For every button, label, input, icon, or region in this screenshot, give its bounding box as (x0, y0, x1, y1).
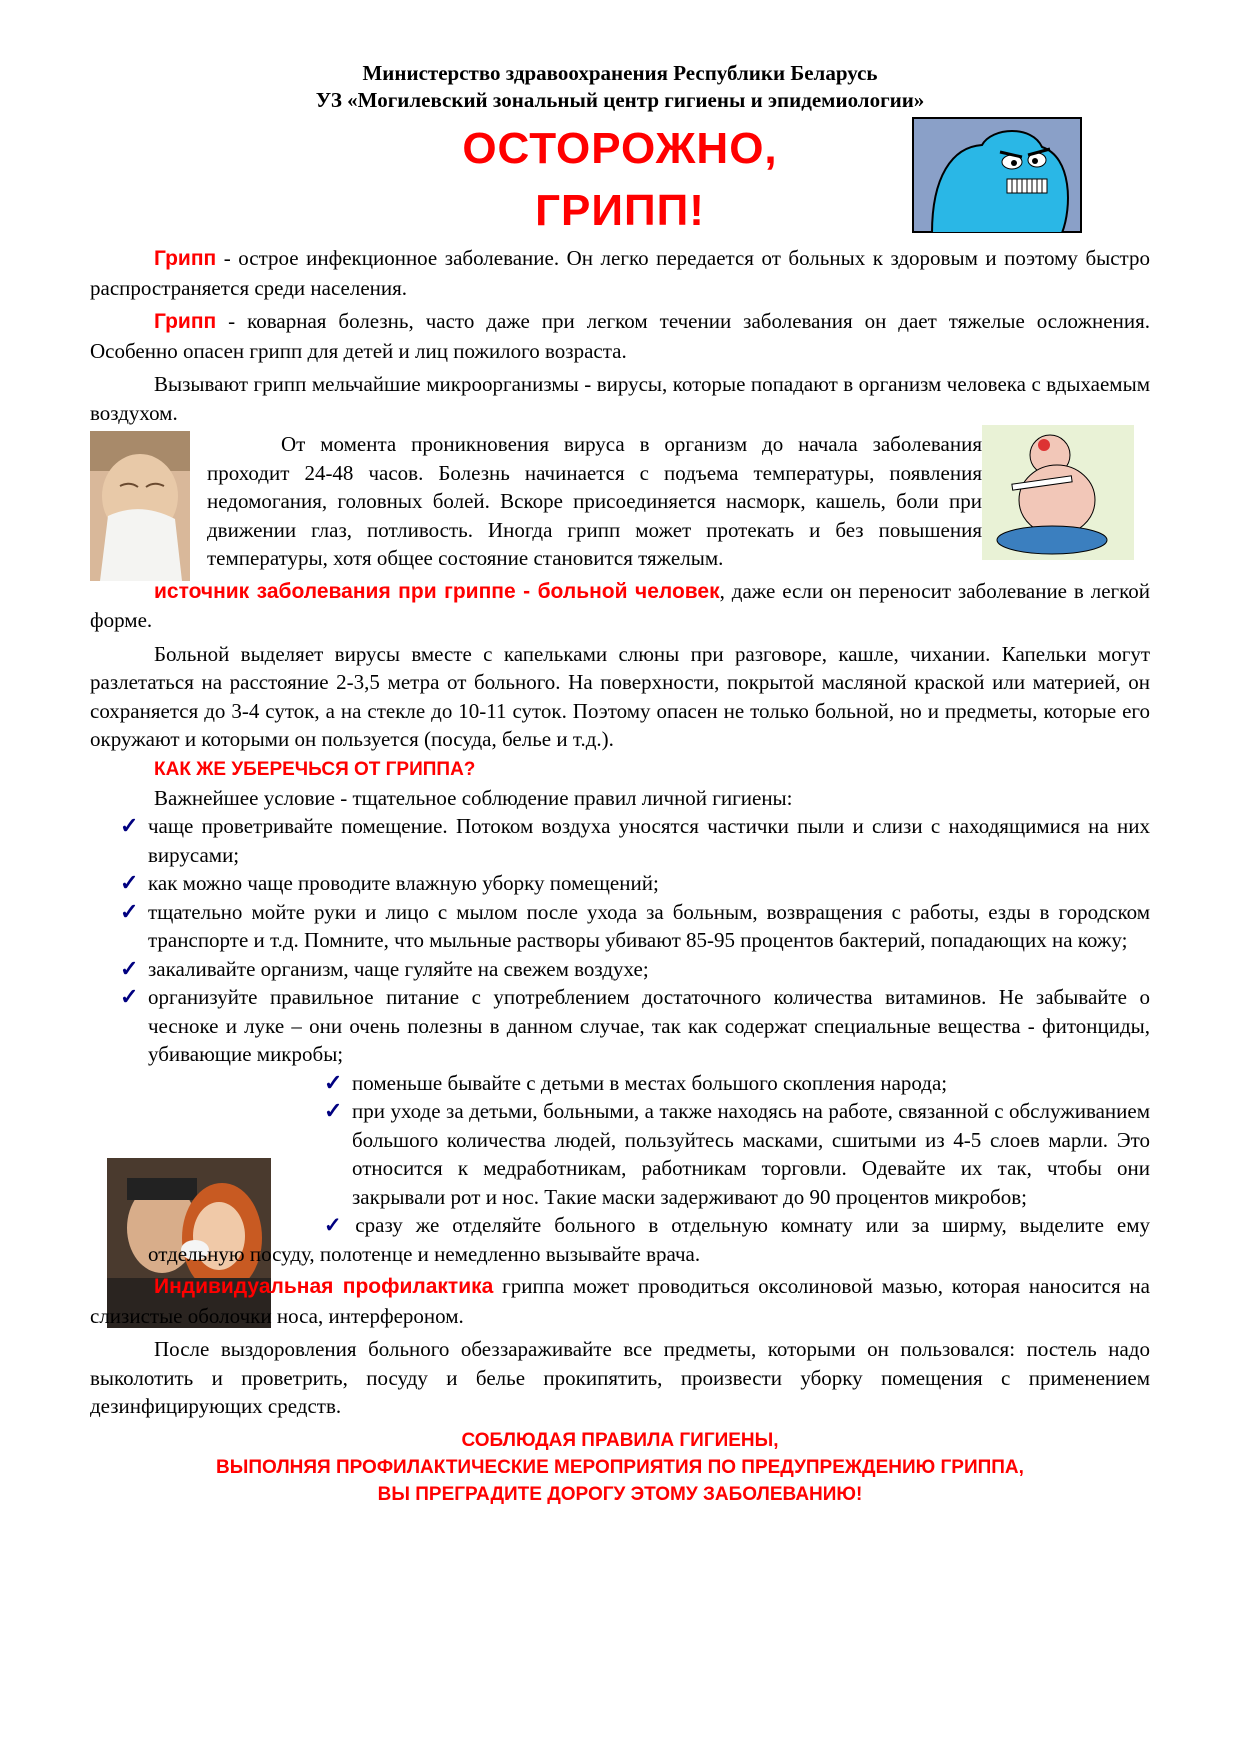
center-name: УЗ «Могилевский зональный центр гигиены и эпидемиологии» (315, 88, 925, 112)
checkmark-icon: ✓ (324, 1213, 350, 1237)
list-item: ✓ тщательно мойте руки и лицо с мылом после ухода за больным, возвращения с работы, езды в городском транспорте и т.д. Помните, что мыльные растворы убивают 85-95 процентов бактерий, попадающих на кожу; (120, 898, 1150, 952)
list-item: ✓ поменьше бывайте с детьми в местах большого скопления народа; (294, 1069, 1150, 1098)
paragraph-prevention: Индивидуальная профилактика гриппа может проводиться оксолиновой мазью, которая наносится на слизистые оболочки носа, интерфероном. (90, 1274, 1150, 1328)
list-item: ✓ чаще проветривайте помещение. Потоком воздуха уносятся частички пыли и слизи с находящимися на них вирусами; (120, 813, 1150, 867)
section-heading: КАК ЖЕ УБЕРЕЧЬСЯ ОТ ГРИППА? (154, 758, 476, 780)
paragraph-transmission: Больной выделяет вирусы вместе с капельками слюны при разговоре, кашле, чихании. Капельки могут разлетаться на расстояние 2-3,5 метра от больного. На поверхности, покрытой масляной краской или материей, он сохраняется до 3-4 суток, а на стекле до 10-11 суток. Поэтому опасен не только больной, но и предметы, которые его окружают и которыми он пользуется (посуда, белье и т.д.). (90, 641, 1150, 751)
title-line-2: ГРИПП! (535, 186, 705, 235)
list-item: ✓ закаливайте организм, чаще гуляйте на свежем воздухе; (90, 955, 1150, 984)
list-item: ✓ организуйте правильное питание с употреблением достаточного количества витаминов. Не забывайте о чесноке и луке – они очень полезны в данном случае, так как содержат специальные вещества - фитонциды, убивающие микробы; (120, 984, 1150, 1066)
paragraph-viruses: Вызывают грипп мельчайшие микроорганизмы - вирусы, которые попадают в организм человека с вдыхаемым воздухом. (90, 372, 1150, 425)
checkmark-icon: ✓ (120, 955, 139, 981)
paragraph-flu-definition: Грипп - острое инфекционное заболевание. Он легко передается от больных к здоровым и поэтому быстро распространяется среди населения. (90, 246, 1150, 300)
paragraph-incubation: От момента проникновения вируса в организм до начала заболевания проходит 24-48 часов. Болезнь начинается с подъема температуры, появления недомогания, головных болей. Вскоре присоединяется насморк, кашель, боли при движении глаз, потливость. Иногда грипп может протекать и без повышения температуры, хотя общее состояние становится тяжелым. (207, 432, 982, 570)
footer-line-1: СОБЛЮДАЯ ПРАВИЛА ГИГИЕНЫ, (461, 1429, 779, 1451)
checkmark-icon: ✓ (120, 870, 139, 895)
hygiene-intro: Важнейшее условие - тщательное соблюдение правил личной гигиены: (154, 785, 793, 810)
list-item-isolation: ✓ сразу же отделяйте больного в отдельную комнату или за ширму, выделите ему отдельную посуду, полотенце и немедленно вызывайте врача. (148, 1213, 1150, 1266)
checkmark-icon: ✓ (324, 1069, 343, 1095)
list-item: ✓ как можно чаще проводите влажную уборку помещений; (90, 869, 1150, 898)
list-item: ✓ при уходе за детьми, больными, а также находясь на работе, связанной с обслуживанием большого количества людей, пользуйтесь масками, сшитыми из 4-5 слоев марли. Это относится к медработникам, работникам торговли. Одевайте их так, чтобы они закрывали рот и нос. Такие маски задерживают до 90 процентов микробов; (324, 1098, 1150, 1209)
hygiene-checklist-2 (294, 1069, 1150, 1212)
term-flu: Грипп (154, 247, 217, 270)
title-line-1: ОСТОРОЖНО, (462, 124, 778, 173)
checkmark-icon: ✓ (120, 984, 139, 1009)
paragraph-flu-complications: Грипп - коварная болезнь, часто даже при легком течении заболевания он дает тяжелые осложнения. Особенно опасен грипп для детей и лиц пожилого возраста. (90, 309, 1150, 363)
checkmark-icon: ✓ (324, 1098, 343, 1123)
footer-line-2: ВЫПОЛНЯЯ ПРОФИЛАКТИЧЕСКИЕ МЕРОПРИЯТИЯ ПО ПРЕДУПРЕЖДЕНИЮ ГРИППА, (216, 1456, 1024, 1478)
paragraph-source: источник заболевания при гриппе - больной человек, даже если он переносит заболевание в легкой форме. (90, 578, 1151, 632)
checkmark-icon: ✓ (120, 813, 139, 838)
checkmark-icon: ✓ (120, 898, 139, 924)
term-source: источник заболевания при гриппе - больной человек (154, 579, 720, 603)
paragraph-disinfection: После выздоровления больного обеззараживайте все предметы, которыми он пользовался: постель надо выколотить и проветрить, посуду и белье прокипятить, произвести уборку помещения с применением дезинфицирующих средств. (90, 1337, 1150, 1418)
document-page (90, 60, 1150, 1508)
footer-line-3: ВЫ ПРЕГРАДИТЕ ДОРОГУ ЭТОМУ ЗАБОЛЕВАНИЮ! (377, 1483, 863, 1505)
term-prevention: Индивидуальная профилактика (154, 1275, 494, 1298)
term-flu-2: Грипп (154, 310, 217, 333)
ministry-name: Министерство здравоохранения Республики Беларусь (362, 61, 878, 85)
hygiene-checklist (90, 812, 1150, 1069)
